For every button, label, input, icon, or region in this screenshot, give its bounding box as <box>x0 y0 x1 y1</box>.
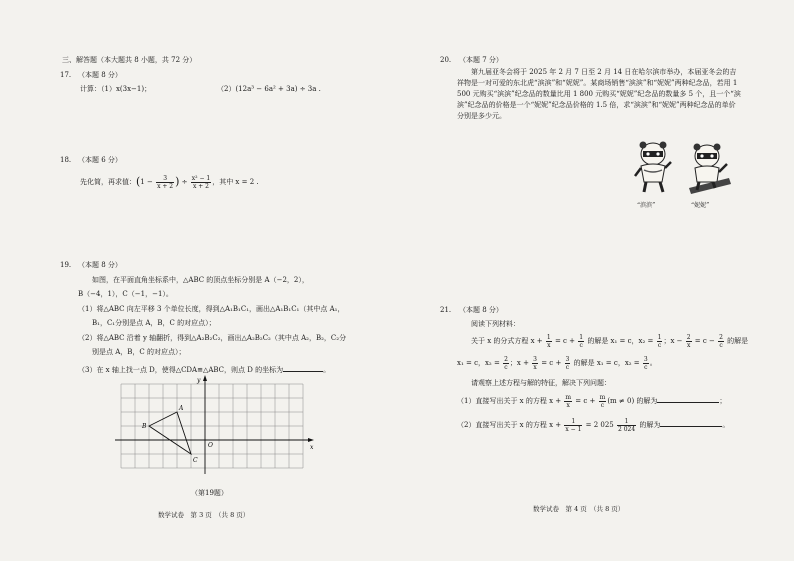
q21-m1-frac4-den: x <box>686 341 691 349</box>
origin-label: O <box>208 442 213 449</box>
q21-m2-frac2 <box>532 356 538 371</box>
y-axis-label: y <box>197 377 201 384</box>
q21-m1-lead: 关于 x 的分式方程 x + <box>471 337 545 345</box>
nini-mascot-icon <box>685 142 735 198</box>
q21-m1-frac2-num: 1 <box>579 333 584 341</box>
q19-part1b: B₁，C₁分别是点 A，B，C 的对应点）； <box>92 319 216 327</box>
q21-m2-b: ；x + <box>509 359 532 367</box>
q19-part1a: （1）将△ABC 向左平移 3 个单位长度，得到△A₁B₁C₁，画出△A₁B₁C₁（其中点 A₁， <box>78 305 345 313</box>
page3-footer: 数学试卷 第 3 页 （共 8 页） <box>158 511 250 519</box>
q21-p2-frac2 <box>617 418 636 433</box>
page4-footer: 数学试卷 第 4 页 （共 8 页） <box>533 505 625 513</box>
q21-m2-frac2-den: x <box>533 363 537 371</box>
q21-p1-end: ； <box>719 397 727 405</box>
point-b-label: B <box>142 423 147 430</box>
q21-m1-frac1-den: x <box>547 341 551 349</box>
q20-points: （本题 7 分） <box>459 56 503 64</box>
q19-line2: B（−4，1），C（−1，−1）。 <box>78 290 173 298</box>
q17-part1: 计算：（1）x(3x−1)； <box>80 85 152 93</box>
q19-part2a: （2）将△ABC 沿着 y 轴翻折，得到△A₂B₂C₂，画出△A₂B₂C₂（其中点 A₂，B₂，C₂分 <box>78 334 347 342</box>
q18-one-minus: 1 − <box>140 178 156 186</box>
q19-part3-end: 。 <box>323 366 331 374</box>
x-axis-label: x <box>310 444 314 451</box>
q18-fraction-1-num: 3 <box>156 175 174 183</box>
q21-m2-d: 的解是 x₁ = c，x₂ = <box>571 359 642 367</box>
q21-part2 <box>457 416 729 434</box>
q19-part3-text: （3）在 x 轴上找一点 D，使得△CDA≌△ABC，则点 D 的坐标为 <box>78 366 284 374</box>
q18-tail: ，其中 x = 2 . <box>212 178 259 186</box>
x-axis-arrow <box>308 438 314 442</box>
q21-m2-frac4 <box>643 356 649 371</box>
q21-m2-frac2-num: 3 <box>533 355 537 363</box>
q21-p1-frac1-den: x <box>566 401 570 409</box>
q21-number: 21. <box>440 306 452 314</box>
q21-p1-c: (m ≠ 0) 的解为 <box>607 397 658 405</box>
q21-m1-c: = c − <box>692 337 718 345</box>
q19-part2b: 别是点 A，B，C 的对应点）； <box>92 348 186 356</box>
fig19-caption: （第19题） <box>191 489 228 497</box>
q18-div: ÷ <box>179 178 190 186</box>
q17-number: 17. <box>60 71 72 79</box>
section-header: 三、解答题（本大题共 8 小题，共 72 分） <box>62 56 197 64</box>
q21-m1-frac2 <box>578 334 584 349</box>
q21-m2-frac3-num: 3 <box>565 355 570 363</box>
q21-m1-b: ；x − <box>663 337 685 345</box>
q18-points: （本题 6 分） <box>78 156 122 164</box>
q21-p2-frac1-num: 1 <box>564 418 582 426</box>
q21-m1-frac1-num: 1 <box>546 333 551 341</box>
q21-points: （本题 8 分） <box>459 306 503 314</box>
q17-points: （本题 8 分） <box>78 71 122 79</box>
q21-m1-frac1 <box>546 334 552 349</box>
q21-m2-frac1-num: 2 <box>504 355 508 363</box>
q21-m2-frac4-den: c <box>644 363 648 371</box>
q21-m1-d: 的解是 <box>724 337 749 345</box>
q21-m2-frac4-num: 3 <box>643 355 648 363</box>
q21-m2-frac3-den: c <box>565 363 570 371</box>
q21-prompt: 请观察上述方程与解的特征，解决下列问题： <box>471 379 611 387</box>
q18-number: 18. <box>60 156 72 164</box>
q21-material-line1 <box>471 332 748 350</box>
q21-m1-frac5 <box>718 334 724 349</box>
q18-close-paren: ) <box>175 175 180 188</box>
coordinate-grid-figure <box>111 374 321 486</box>
q18-fraction-2-num: x² − 1 <box>191 174 211 182</box>
q21-m2-frac3 <box>565 356 571 371</box>
q21-p2-frac2-num: 1 <box>617 418 636 426</box>
q21-part1 <box>457 392 726 410</box>
exam-page-4 <box>397 0 794 561</box>
q21-m1-frac5-num: 2 <box>719 333 723 341</box>
q17-part2: （2）(12a³ − 6a² + 3a) ÷ 3a . <box>217 85 321 93</box>
q18-fraction-2-den: x + 2 <box>192 182 209 190</box>
q21-p1-a: （1）直接写出关于 x 的方程 x + <box>457 397 564 405</box>
q18-lead: 先化简，再求值： <box>80 178 136 186</box>
q19-answer-blank[interactable] <box>283 363 323 372</box>
q19-number: 19. <box>60 261 72 269</box>
q18-expression <box>80 171 259 193</box>
q19-points: （本题 8 分） <box>78 261 122 269</box>
q21-p2-frac1-den: x − 1 <box>565 425 582 433</box>
q21-p2-b: = 2 025 <box>583 421 616 429</box>
q20-text: 第九届亚冬会将于 2025 年 2 月 7 日至 2 月 14 日在哈尔滨市举办，本届亚冬会的吉祥物是一对可爱的东北虎“滨滨”和“妮妮”。某商场销售“滨滨”和“妮妮”两种纪念品，若用 1 500 元购买“滨滨”纪念品的数量比用 1 800 元购买“妮妮”纪念品的数量多 5 个，且一个“滨滨”纪念品的价格是一个“妮妮”纪念品价格的 1.5 倍，求“滨滨”和“妮妮”两种纪念品的单价分别是多少元。 <box>457 68 741 120</box>
q21-m2-c: = c + <box>538 359 564 367</box>
q21-m1-sol: 的解是 x₁ = c，x₂ = <box>585 337 656 345</box>
q21-m1-frac3-den: c <box>657 341 662 349</box>
q21-p2-frac2-den: 2 024 <box>617 425 636 433</box>
q21-material-line2 <box>457 354 657 372</box>
q21-m1-frac3 <box>657 334 663 349</box>
q18-open-paren: ( <box>136 175 141 188</box>
q21-p1-b: = c + <box>573 397 598 405</box>
q21-m1-frac3-num: 1 <box>657 333 662 341</box>
q21-p2-c: 的解为 <box>637 421 661 429</box>
q18-fraction-1 <box>156 175 174 190</box>
q21-part2-answer-blank[interactable] <box>660 418 722 427</box>
q21-p1-frac1 <box>564 394 572 409</box>
triangle-abc <box>149 412 191 454</box>
q21-m1-frac5-den: c <box>719 341 723 349</box>
q21-m1-frac2-den: c <box>579 341 583 349</box>
q21-m1-mid: = c + <box>552 337 578 345</box>
q18-fraction-2 <box>191 175 211 190</box>
nini-caption: “妮妮” <box>691 202 710 209</box>
q21-intro: 阅读下列材料： <box>471 320 520 328</box>
point-c-label: C <box>193 457 198 464</box>
q21-part1-answer-blank[interactable] <box>657 394 719 403</box>
q21-p2-end: 。 <box>722 421 730 429</box>
q21-p2-frac1 <box>564 418 582 433</box>
q21-m1-frac4-num: 2 <box>686 333 691 341</box>
point-a-label: A <box>179 405 184 412</box>
q21-p1-frac2 <box>599 394 607 409</box>
y-axis-arrow <box>203 375 207 381</box>
q21-m1-frac4 <box>686 334 692 349</box>
q21-m2-e: 。 <box>649 359 657 367</box>
q21-p1-frac2-num: m <box>599 393 606 401</box>
q21-m2-frac1 <box>503 356 509 371</box>
q21-p1-frac1-num: m <box>565 393 572 401</box>
binbin-mascot-icon <box>631 140 675 196</box>
q20-number: 20. <box>440 56 452 64</box>
q21-m2-frac1-den: c <box>504 363 508 371</box>
binbin-caption: “滨滨” <box>637 202 656 209</box>
q18-fraction-1-den: x + 2 <box>157 182 174 190</box>
q21-m2-a: x₁ = c，x₂ = <box>457 359 503 367</box>
q21-p1-frac2-den: c <box>600 401 605 409</box>
q19-line1: 如图，在平面直角坐标系中，△ABC 的顶点坐标分别是 A（−2，2）， <box>92 276 309 284</box>
q21-p2-a: （2）直接写出关于 x 的方程 x + <box>457 421 564 429</box>
